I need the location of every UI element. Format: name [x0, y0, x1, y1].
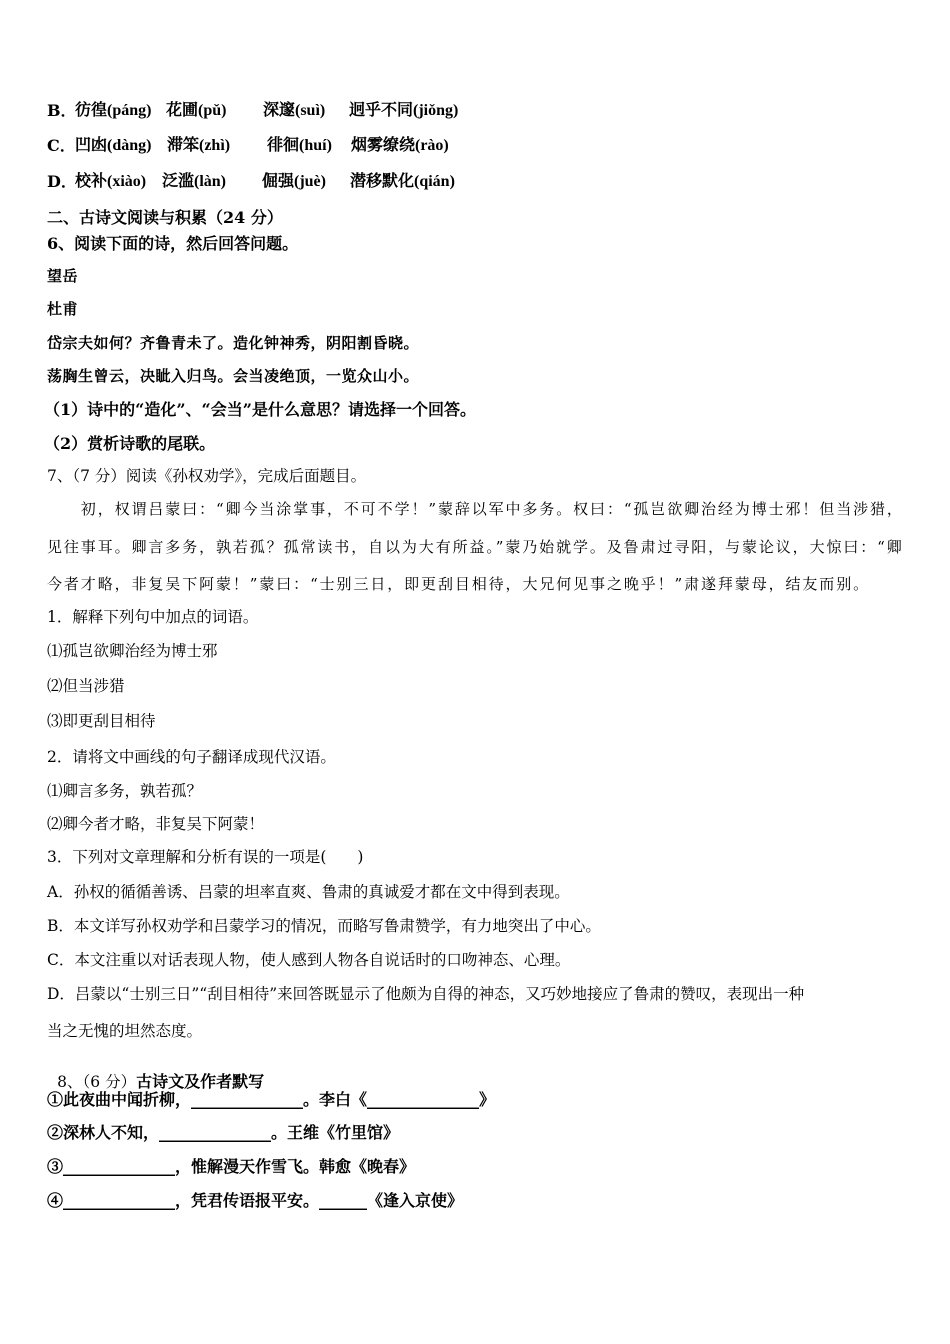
q7-prompt: 7、（7 分）阅读《孙权劝学》，完成后面题目。 [47, 467, 367, 485]
q7-choice-c: C．本文注重以对话表现人物，使人感到人物各自说话时的口吻神态、心理。 [47, 951, 571, 969]
q7-choice-d-line-2: 当之无愧的坦然态度。 [47, 1022, 203, 1040]
option-b-item-4: 迥乎不同(jiǒng) [349, 102, 459, 119]
poem-title: 望岳 [47, 267, 79, 285]
section-heading: 二、古诗文阅读与积累（24 分） [47, 208, 283, 227]
q7-choice-d-line-1: D．吕蒙以“士别三日”“刮目相待”来回答既显示了他颇为自得的神态，又巧妙地接应了鲁肃的赞叹，表现出一种 [47, 985, 805, 1003]
q7-sub-2b: ⑵卿今者才略，非复吴下阿蒙！ [47, 815, 265, 833]
option-c-item-3: 徘徊(huí) [267, 137, 332, 154]
q7-sub-1b: ⑵但当涉猎 [47, 677, 125, 695]
q7-sub-1c: ⑶即更刮目相待 [47, 712, 156, 730]
option-c-label: C． [47, 136, 76, 155]
option-d-item-3: 倔强(juè) [262, 173, 326, 190]
q7-sub-1a: ⑴孤岂欲卿治经为博士邪 [47, 642, 218, 660]
q7-choice-a: A．孙权的循循善诱、吕蒙的坦率直爽、鲁肃的真诚爱才都在文中得到表现。 [47, 883, 570, 901]
passage-line-2: 见往事耳。卿言多务，孰若孤？孤常读书，自以为大有所益。”蒙乃始就学。及鲁肃过寻阳，与蒙论议，大惊曰：“卿 [47, 538, 904, 556]
option-d [47, 174, 907, 196]
option-b-item-2: 花圃(pǔ) [166, 102, 227, 119]
option-b-item-1: 彷徨(páng) [75, 102, 152, 119]
poem-author: 杜甫 [47, 300, 79, 318]
option-c [47, 138, 907, 160]
q7-choice-b: B．本文详写孙权劝学和吕蒙学习的情况，而略写鲁肃赞学，有力地突出了中心。 [47, 917, 601, 935]
option-b [47, 103, 907, 125]
q8-line-3: ③______________，惟解漫天作雪飞。韩愈《晚春》 [47, 1157, 416, 1176]
q7-sub-1: 1．解释下列句中加点的词语。 [47, 608, 259, 626]
q8-heading [47, 1058, 264, 1091]
passage-line-1: 初，权谓吕蒙曰：“卿今当涂掌事，不可不学！”蒙辞以军中多务。权曰：“孤岂欲卿治经为博士邪！但当涉猎， [47, 500, 904, 518]
q8-line-4: ④______________，凭君传语报平安。______《逢入京使》 [47, 1191, 464, 1210]
option-c-item-2: 滞笨(zhì) [167, 137, 231, 154]
q7-sub-2: 2．请将文中画线的句子翻译成现代汉语。 [47, 748, 336, 766]
option-d-item-1: 校补(xiào) [75, 173, 147, 190]
poem-line-1: 岱宗夫如何？齐鲁青未了。造化钟神秀，阴阳割昏晓。 [47, 334, 420, 352]
poem-line-2: 荡胸生曾云，决眦入归鸟。会当凌绝顶，一览众山小。 [47, 367, 420, 385]
passage-line-3: 今者才略，非复吴下阿蒙！”蒙曰：“士别三日，即更刮目相待，大兄何见事之晚乎！”肃遂拜蒙母，结友而别。 [47, 575, 871, 593]
q7-sub-2a: ⑴卿言多务，孰若孤？ [47, 782, 203, 800]
q8-prefix: 8、（6 分） [57, 1073, 137, 1091]
option-b-label: B． [47, 101, 77, 120]
option-c-item-4: 烟雾缭绕(rào) [351, 137, 449, 154]
q6-sub-1: （1）诗中的“造化”、“会当”是什么意思？请选择一个回答。 [44, 400, 476, 419]
option-d-item-2: 泛滥(làn) [162, 173, 227, 190]
option-b-item-3: 深邃(suì) [263, 102, 326, 119]
q8-line-2: ②深林人不知，______________。王维《竹里馆》 [47, 1123, 400, 1142]
q7-sub-3: 3．下列对文章理解和分析有误的一项是( ) [47, 848, 364, 866]
q8-line-1: ①此夜曲中闻折柳，______________。李白《______________》 [47, 1090, 496, 1109]
option-d-item-4: 潜移默化(qián) [350, 173, 455, 190]
option-d-label: D． [47, 172, 77, 191]
q6-sub-2: （2）赏析诗歌的尾联。 [44, 434, 216, 453]
q8-title: 古诗文及作者默写 [136, 1072, 265, 1091]
option-c-item-1: 凹凼(dàng) [75, 137, 152, 154]
q6-prompt: 6、阅读下面的诗，然后回答问题。 [47, 234, 299, 253]
